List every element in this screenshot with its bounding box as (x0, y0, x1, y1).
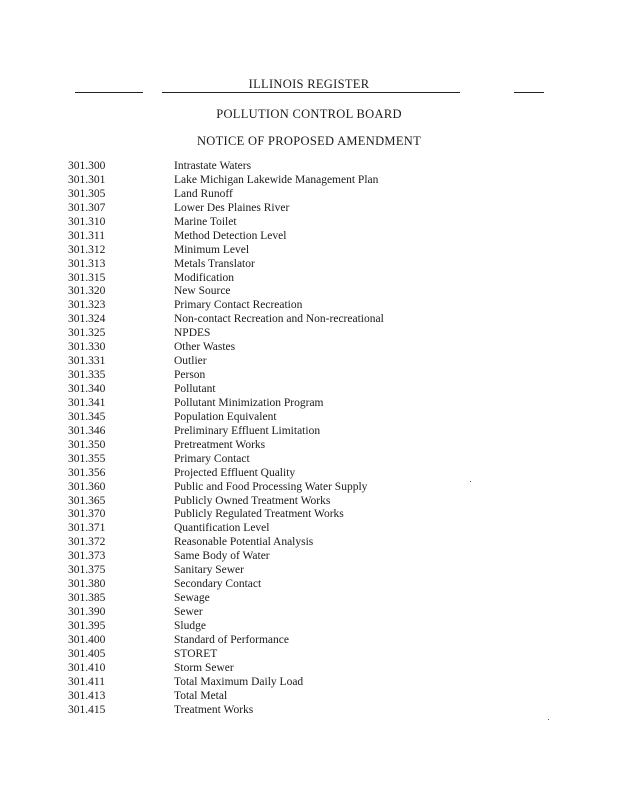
definition-row (0, 620, 618, 634)
definition-term: Sludge (174, 619, 206, 632)
section-number: 301.356 (68, 466, 106, 479)
section-number: 301.375 (68, 564, 106, 577)
definition-row (0, 341, 618, 355)
definition-term: Non-contact Recreation and Non-recreational (174, 313, 384, 326)
section-number: 301.324 (68, 313, 106, 326)
definition-term: Pretreatment Works (174, 438, 266, 451)
definition-term: Publicly Regulated Treatment Works (174, 508, 344, 521)
definition-term: Metals Translator (174, 257, 255, 270)
definition-term: Primary Contact (174, 452, 250, 465)
definition-row (0, 453, 618, 467)
header-rule-right (514, 92, 544, 93)
header-rule-center (162, 92, 460, 93)
section-number: 301.310 (68, 215, 106, 228)
definition-row (0, 508, 618, 522)
definition-row (0, 411, 618, 425)
definitions-list (0, 160, 618, 718)
header-rule-left (75, 92, 143, 93)
definition-term: Sewage (174, 592, 210, 605)
definition-term: Land Runoff (174, 187, 233, 200)
definition-row (0, 285, 618, 299)
definition-row (0, 188, 618, 202)
definition-term: Primary Contact Recreation (174, 299, 303, 312)
definition-term: Intrastate Waters (174, 160, 252, 172)
section-number: 301.313 (68, 257, 106, 270)
definition-term: Secondary Contact (174, 578, 262, 591)
definition-row (0, 550, 618, 564)
section-number: 301.307 (68, 201, 106, 214)
section-number: 301.400 (68, 633, 106, 646)
definition-row (0, 522, 618, 536)
section-number: 301.312 (68, 243, 106, 256)
section-number: 301.413 (68, 689, 106, 702)
section-number: 301.385 (68, 592, 106, 605)
definition-row (0, 327, 618, 341)
section-number: 301.370 (68, 508, 106, 521)
definition-term: Public and Food Processing Water Supply (174, 480, 368, 493)
definition-row (0, 495, 618, 509)
section-number: 301.323 (68, 299, 106, 312)
definition-row (0, 606, 618, 620)
definition-term: Pollutant (174, 383, 216, 395)
section-number: 301.410 (68, 661, 106, 674)
definition-term: Preliminary Effluent Limitation (174, 424, 321, 437)
definition-term: Pollutant Minimization Program (174, 396, 324, 409)
definition-row (0, 369, 618, 383)
definition-row (0, 676, 618, 690)
section-number: 301.395 (68, 619, 106, 632)
section-number: 301.373 (68, 550, 106, 563)
definition-term: Total Metal (174, 689, 228, 702)
definition-row (0, 634, 618, 648)
definition-term: Reasonable Potential Analysis (174, 536, 314, 549)
definition-term: Projected Effluent Quality (174, 466, 296, 479)
definition-row (0, 383, 618, 397)
definition-row (0, 578, 618, 592)
definition-row (0, 704, 618, 718)
board-title: POLLUTION CONTROL BOARD (216, 107, 402, 121)
section-number: 301.311 (68, 229, 105, 242)
definition-row (0, 397, 618, 411)
section-number: 301.341 (68, 396, 106, 409)
definition-row (0, 244, 618, 258)
definition-term: Person (174, 369, 206, 382)
definition-term: Method Detection Level (174, 229, 287, 242)
definition-term: Total Maximum Daily Load (174, 675, 304, 688)
definition-row (0, 439, 618, 453)
definition-term: Outlier (174, 355, 207, 368)
section-number: 301.335 (68, 369, 106, 382)
definition-term: Population Equivalent (174, 410, 277, 423)
definition-row (0, 258, 618, 272)
section-number: 301.390 (68, 606, 106, 618)
section-number: 301.371 (68, 522, 106, 535)
section-number: 301.340 (68, 383, 106, 395)
definition-term: STORET (174, 647, 218, 660)
section-number: 301.320 (68, 285, 106, 298)
section-number: 301.372 (68, 536, 106, 549)
section-number: 301.305 (68, 187, 106, 200)
scan-speck (470, 481, 471, 482)
definition-row (0, 202, 618, 216)
scan-speck (548, 719, 549, 720)
definition-row (0, 467, 618, 481)
definition-term: Quantification Level (174, 522, 270, 535)
definition-term: Lower Des Plaines River (174, 201, 290, 214)
section-number: 301.405 (68, 647, 106, 660)
definition-row (0, 174, 618, 188)
definition-row (0, 272, 618, 286)
section-number: 301.331 (68, 355, 106, 368)
section-number: 301.330 (68, 341, 106, 354)
definition-row (0, 160, 618, 174)
definition-row (0, 690, 618, 704)
section-number: 301.380 (68, 578, 106, 591)
section-number: 301.325 (68, 327, 106, 340)
definition-term: Other Wastes (174, 341, 236, 354)
register-title: ILLINOIS REGISTER (248, 77, 370, 91)
definition-term: Lake Michigan Lakewide Management Plan (174, 173, 379, 186)
definition-term: Modification (174, 271, 235, 284)
definition-row (0, 662, 618, 676)
definition-row (0, 481, 618, 495)
definition-row (0, 425, 618, 439)
section-number: 301.415 (68, 703, 106, 716)
section-number: 301.411 (68, 675, 105, 688)
section-number: 301.365 (68, 494, 106, 507)
definition-row (0, 536, 618, 550)
definition-row (0, 230, 618, 244)
definition-term: New Source (174, 285, 231, 298)
definition-row (0, 592, 618, 606)
definition-row (0, 564, 618, 578)
definition-term: Storm Sewer (174, 661, 234, 674)
definition-term: Same Body of Water (174, 550, 270, 563)
section-number: 301.346 (68, 424, 106, 437)
definition-term: NPDES (174, 327, 211, 340)
definition-row (0, 648, 618, 662)
definition-row (0, 313, 618, 327)
notice-title: NOTICE OF PROPOSED AMENDMENT (196, 134, 422, 148)
definition-term: Treatment Works (174, 703, 254, 716)
definition-term: Publicly Owned Treatment Works (174, 494, 331, 507)
section-number: 301.300 (68, 160, 106, 172)
definition-term: Minimum Level (174, 243, 250, 256)
definition-term: Sewer (174, 606, 203, 618)
definition-term: Marine Toilet (174, 215, 237, 228)
section-number: 301.301 (68, 173, 106, 186)
definition-term: Standard of Performance (174, 633, 289, 646)
definition-row (0, 299, 618, 313)
definition-row (0, 355, 618, 369)
section-number: 301.355 (68, 452, 106, 465)
definition-row (0, 216, 618, 230)
definition-term: Sanitary Sewer (174, 564, 244, 577)
section-number: 301.315 (68, 271, 106, 284)
section-number: 301.345 (68, 410, 106, 423)
section-number: 301.360 (68, 480, 106, 493)
section-number: 301.350 (68, 438, 106, 451)
